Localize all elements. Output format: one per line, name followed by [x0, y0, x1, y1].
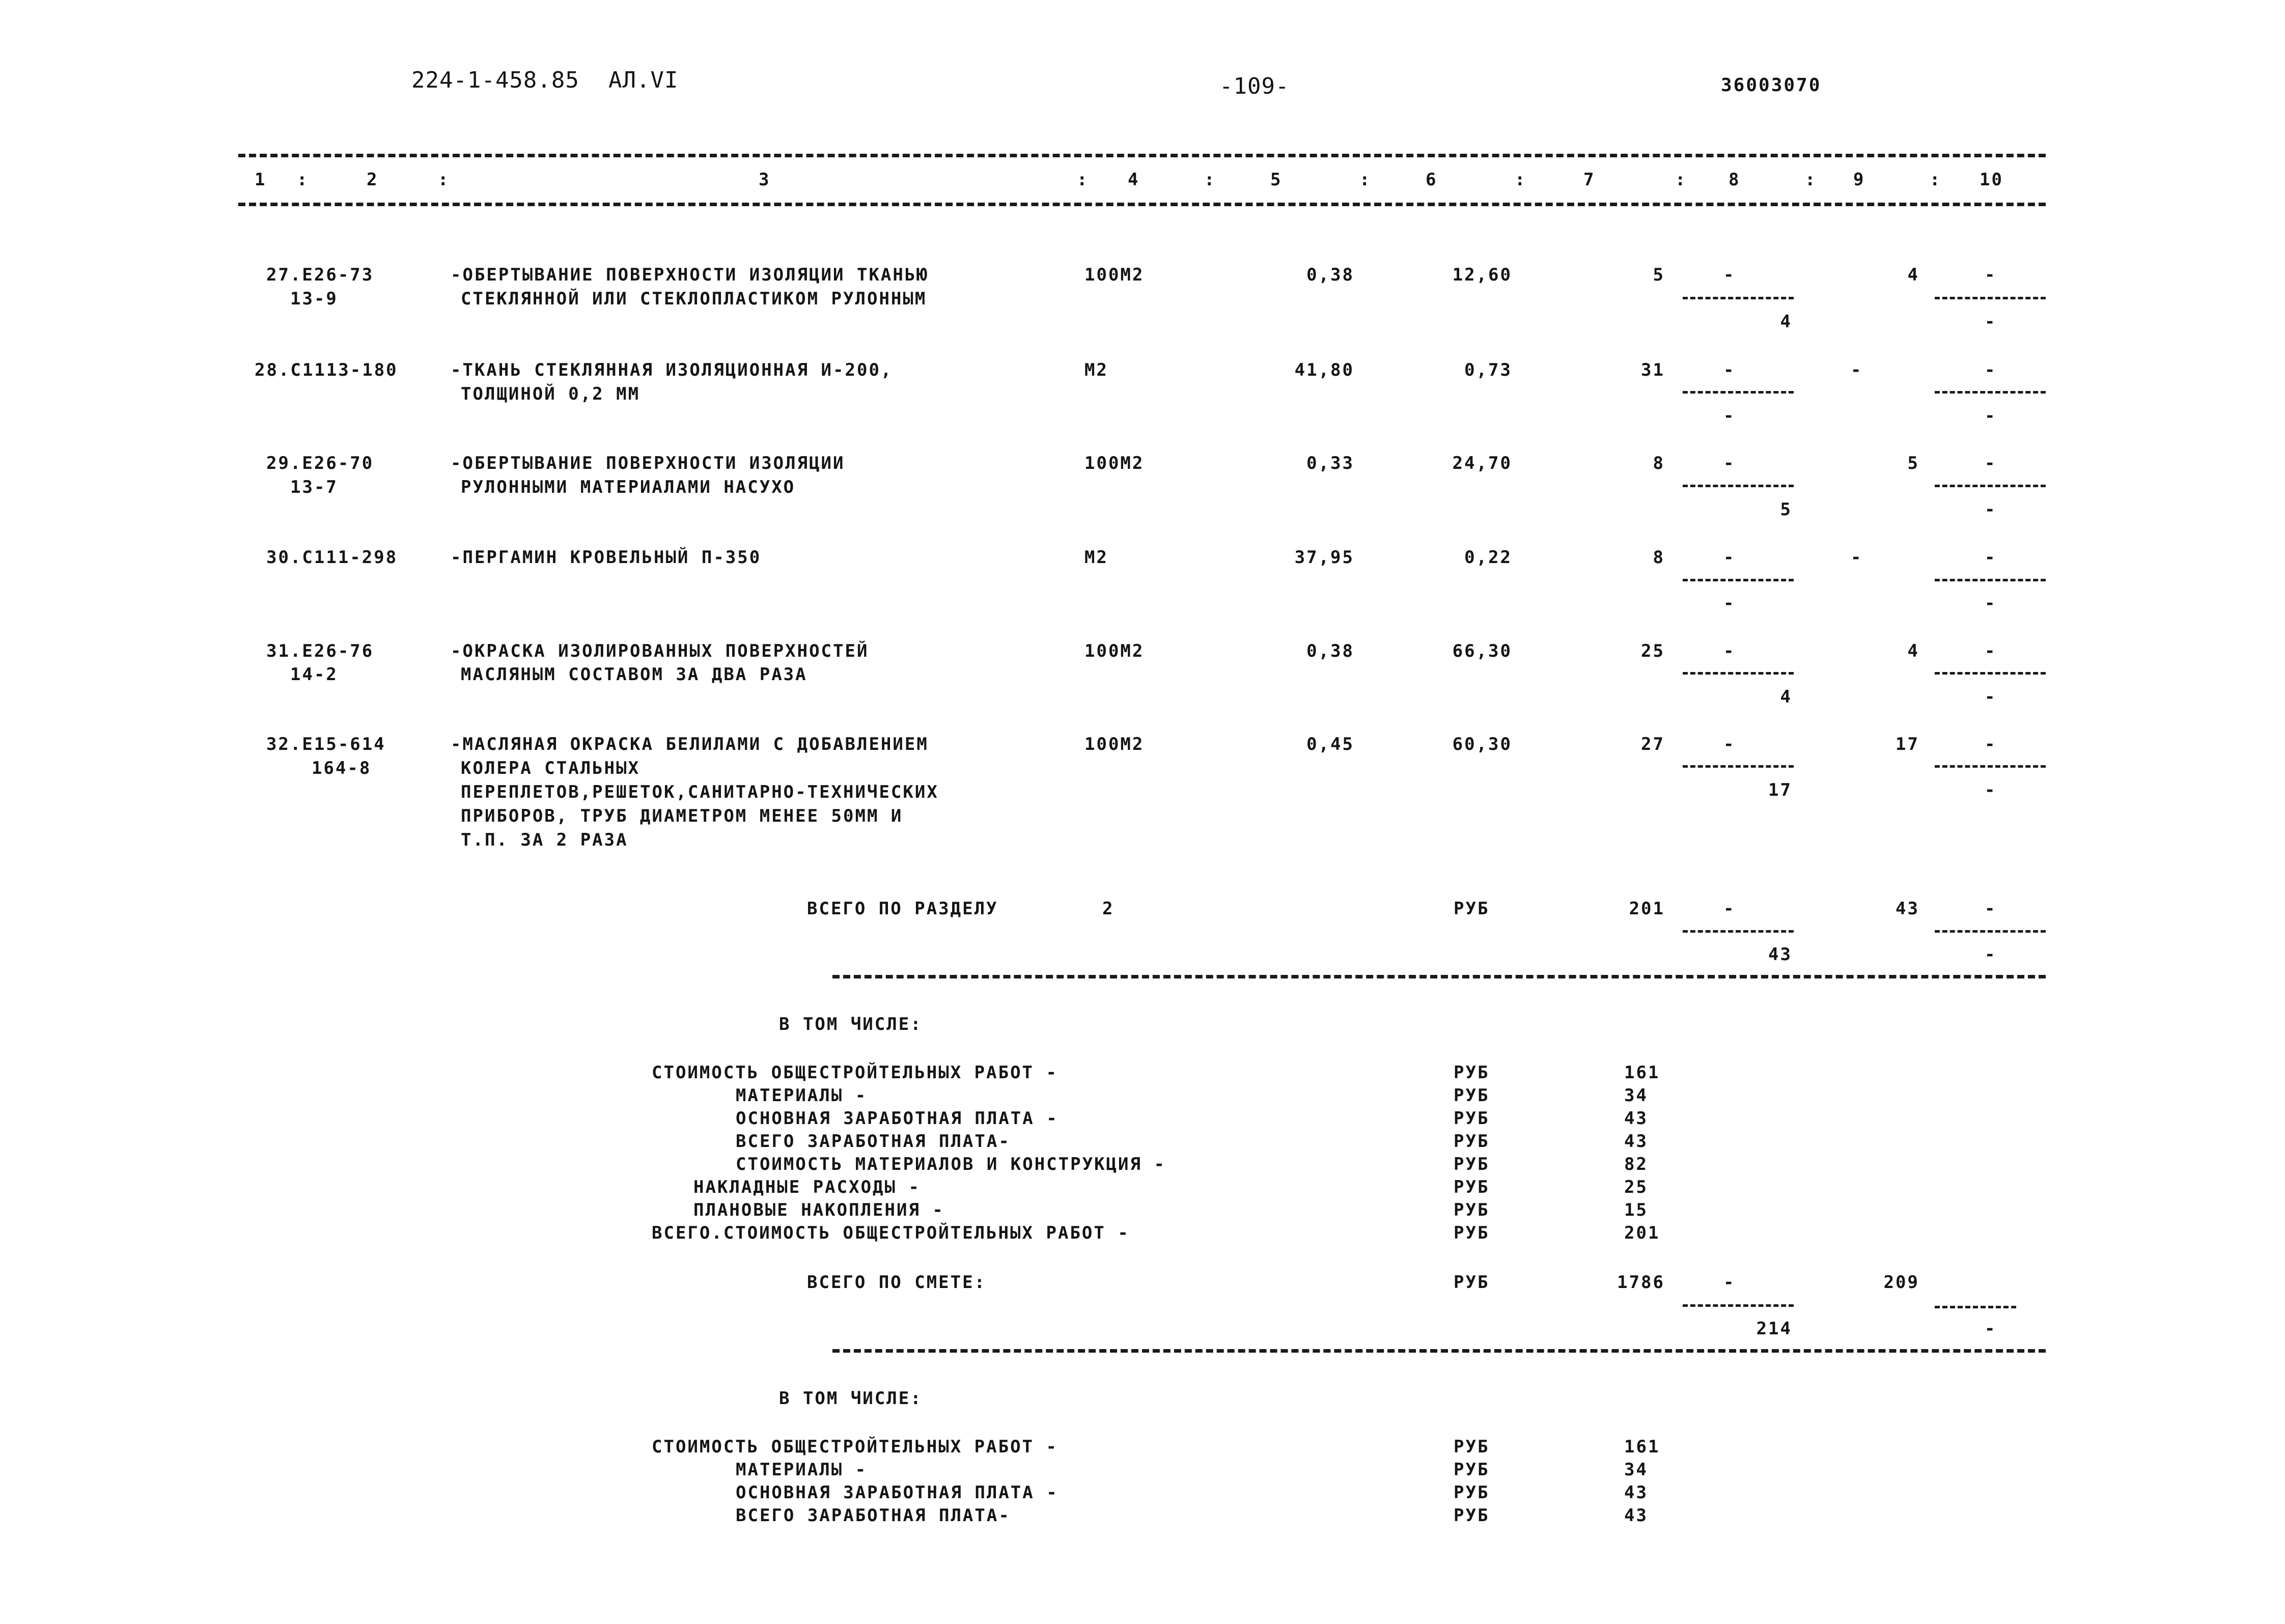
- row-description-line: ТОЛЩИНОЙ 0,2 ММ: [461, 384, 640, 404]
- breakdown-value: 34: [1624, 1460, 1648, 1480]
- row-subcode: 13-9: [290, 289, 338, 309]
- row-description-line: ПРИБОРОВ, ТРУБ ДИАМЕТРОМ МЕНЕЕ 50ММ И: [461, 806, 903, 826]
- row-col10-bottom: -: [1985, 687, 1997, 707]
- row-description-line: Т.П. ЗА 2 РАЗА: [461, 830, 628, 850]
- section-col10-top: -: [1985, 899, 1997, 919]
- row-col10-top: -: [1985, 453, 1997, 473]
- fraction-rule: [1935, 297, 2046, 299]
- row-col10-top: -: [1985, 734, 1997, 754]
- col-sep: :: [1675, 170, 1687, 190]
- section-number: 2: [1102, 899, 1114, 919]
- row-total: 8: [1653, 453, 1665, 473]
- fraction-rule: [1935, 391, 2046, 394]
- row-col10-top: -: [1985, 547, 1997, 568]
- row-code: 28.С1113-180: [255, 360, 398, 380]
- row-col9: -: [1851, 547, 1863, 568]
- fraction-rule: [1683, 930, 1794, 933]
- row-subcode: 164-8: [312, 758, 372, 778]
- breakdown-label: ОСНОВНАЯ ЗАРАБОТНАЯ ПЛАТА -: [736, 1482, 1058, 1503]
- row-col8-bottom: -: [1723, 593, 1736, 613]
- row-code: 31.Е26-76: [266, 641, 374, 661]
- row-unit-price: 12,60: [1452, 265, 1512, 285]
- breakdown-unit: РУБ: [1454, 1154, 1490, 1174]
- breakdown-label: СТОИМОСТЬ МАТЕРИАЛОВ И КОНСТРУКЦИЯ -: [736, 1154, 1166, 1174]
- estimate-col8-top: -: [1723, 1272, 1736, 1293]
- section-col8-bottom: 43: [1768, 944, 1792, 965]
- row-col10-bottom: -: [1985, 780, 1997, 800]
- col-header-7: 7: [1583, 170, 1596, 190]
- breakdown-label: СТОИМОСТЬ ОБЩЕСТРОЙТЕЛЬНЫХ РАБОТ -: [652, 1062, 1058, 1083]
- breakdown-label: ПЛАНОВЫЕ НАКОПЛЕНИЯ -: [693, 1200, 944, 1220]
- row-col10-bottom: -: [1985, 499, 1997, 520]
- section-col10-bottom: -: [1985, 944, 1997, 965]
- header-rule-top: [238, 154, 2046, 157]
- row-unit: 100М2: [1084, 453, 1145, 473]
- row-code: 32.Е15-614: [266, 734, 386, 754]
- breakdown-value: 25: [1624, 1177, 1648, 1197]
- row-col8-top: -: [1723, 265, 1736, 285]
- row-quantity: 37,95: [1294, 547, 1354, 568]
- fraction-rule: [1683, 672, 1794, 675]
- fraction-rule: [1683, 297, 1794, 299]
- estimate-total-label: ВСЕГО ПО СМЕТЕ:: [807, 1272, 987, 1293]
- breakdown-unit: РУБ: [1454, 1460, 1490, 1480]
- row-col8-bottom: 4: [1780, 687, 1792, 707]
- row-quantity: 0,33: [1306, 453, 1354, 473]
- row-quantity: 0,45: [1306, 734, 1354, 754]
- breakdown-value: 43: [1624, 1131, 1648, 1152]
- section-col9: 43: [1896, 899, 1919, 919]
- row-code: 30.С111-298: [266, 547, 398, 568]
- row-unit-price: 60,30: [1452, 734, 1512, 754]
- row-unit: М2: [1084, 547, 1108, 568]
- row-col9: -: [1851, 360, 1863, 380]
- row-col10-bottom: -: [1985, 312, 1997, 332]
- row-col9: 4: [1907, 641, 1919, 661]
- fraction-rule: [1683, 391, 1794, 394]
- row-total: 5: [1653, 265, 1665, 285]
- section-total-unit: РУБ: [1454, 899, 1490, 919]
- breakdown-unit: РУБ: [1454, 1223, 1490, 1243]
- col-header-9: 9: [1853, 170, 1865, 190]
- fraction-rule: [1935, 930, 2046, 933]
- fraction-rule: [1683, 765, 1794, 768]
- row-description-line: -МАСЛЯНАЯ ОКРАСКА БЕЛИЛАМИ С ДОБАВЛЕНИЕМ: [451, 734, 929, 754]
- fraction-rule: [1935, 579, 2046, 581]
- breakdown-value: 34: [1624, 1085, 1648, 1106]
- row-code: 29.Е26-70: [266, 453, 374, 473]
- breakdown-label: ВСЕГО ЗАРАБОТНАЯ ПЛАТА-: [736, 1131, 1011, 1152]
- row-col9: 5: [1907, 453, 1919, 473]
- breakdown-unit: РУБ: [1454, 1437, 1490, 1457]
- col-sep: :: [297, 170, 309, 190]
- breakdown-label: МАТЕРИАЛЫ -: [736, 1460, 868, 1480]
- estimate-col10-bottom: -: [1985, 1319, 1997, 1339]
- row-col8-bottom: 5: [1780, 499, 1792, 520]
- col-sep: :: [1077, 170, 1089, 190]
- row-col10-top: -: [1985, 641, 1997, 661]
- row-unit-price: 0,22: [1464, 547, 1512, 568]
- row-description-line: -ОБЕРТЫВАНИЕ ПОВЕРХНОСТИ ИЗОЛЯЦИИ ТКАНЬЮ: [451, 265, 929, 285]
- col-sep: :: [438, 170, 450, 190]
- col-sep: :: [1204, 170, 1216, 190]
- breakdown-label: ВСЕГО.СТОИМОСТЬ ОБЩЕСТРОЙТЕЛЬНЫХ РАБОТ -: [652, 1223, 1130, 1243]
- breakdown-value: 161: [1624, 1062, 1660, 1083]
- estimate-total-value: 1786: [1617, 1272, 1665, 1293]
- row-col8-top: -: [1723, 547, 1736, 568]
- col-sep: :: [1359, 170, 1372, 190]
- breakdown-unit: РУБ: [1454, 1108, 1490, 1129]
- estimate-col9: 209: [1883, 1272, 1919, 1293]
- row-col9: 4: [1907, 265, 1919, 285]
- breakdown-label: НАКЛАДНЫЕ РАСХОДЫ -: [693, 1177, 921, 1197]
- row-col10-top: -: [1985, 265, 1997, 285]
- fraction-rule: [1683, 1304, 1794, 1307]
- breakdown-value: 43: [1624, 1505, 1648, 1526]
- col-header-5: 5: [1270, 170, 1283, 190]
- doc-number: 36003070: [1721, 75, 1822, 96]
- col-header-6: 6: [1426, 170, 1438, 190]
- row-unit: М2: [1084, 360, 1108, 380]
- col-header-10: 10: [1980, 170, 2003, 190]
- estimate-col8-bottom: 214: [1756, 1319, 1792, 1339]
- row-unit: 100М2: [1084, 734, 1145, 754]
- breakdown-value: 43: [1624, 1482, 1648, 1503]
- breakdown-unit: РУБ: [1454, 1131, 1490, 1152]
- album-label: АЛ.VI: [608, 67, 679, 93]
- row-col9: 17: [1896, 734, 1919, 754]
- breakdown-label: МАТЕРИАЛЫ -: [736, 1085, 868, 1106]
- section-total-label: ВСЕГО ПО РАЗДЕЛУ: [807, 899, 998, 919]
- breakdown-unit: РУБ: [1454, 1200, 1490, 1220]
- row-col8-top: -: [1723, 453, 1736, 473]
- fraction-rule: [1935, 485, 2046, 487]
- row-description-line: КОЛЕРА СТАЛЬНЫХ: [461, 758, 640, 778]
- col-header-2: 2: [367, 170, 379, 190]
- col-sep: :: [1515, 170, 1527, 190]
- breakdown-value: 201: [1624, 1223, 1660, 1243]
- header-rule-bottom: [238, 203, 2046, 206]
- row-col8-bottom: 4: [1780, 312, 1792, 332]
- row-total: 31: [1641, 360, 1665, 380]
- row-col8-bottom: -: [1723, 406, 1736, 426]
- breakdown-value: 161: [1624, 1437, 1660, 1457]
- fraction-rule: [1935, 1306, 2016, 1308]
- breakdown-label: ВСЕГО ЗАРАБОТНАЯ ПЛАТА-: [736, 1505, 1011, 1526]
- row-description-line: РУЛОННЫМИ МАТЕРИАЛАМИ НАСУХО: [461, 477, 796, 497]
- row-quantity: 41,80: [1294, 360, 1354, 380]
- row-total: 27: [1641, 734, 1665, 754]
- breakdown-unit: РУБ: [1454, 1085, 1490, 1106]
- row-subcode: 14-2: [290, 664, 338, 685]
- row-total: 25: [1641, 641, 1665, 661]
- breakdown-unit: РУБ: [1454, 1505, 1490, 1526]
- row-col8-top: -: [1723, 360, 1736, 380]
- row-quantity: 0,38: [1306, 641, 1354, 661]
- breakdown-unit: РУБ: [1454, 1062, 1490, 1083]
- fraction-rule: [1935, 765, 2046, 768]
- row-description-line: СТЕКЛЯННОЙ ИЛИ СТЕКЛОПЛАСТИКОМ РУЛОННЫМ: [461, 289, 927, 309]
- row-unit-price: 0,73: [1464, 360, 1512, 380]
- row-total: 8: [1653, 547, 1665, 568]
- col-header-1: 1: [255, 170, 267, 190]
- page-number: -109-: [1219, 73, 1290, 99]
- row-unit: 100М2: [1084, 641, 1145, 661]
- row-unit: 100М2: [1084, 265, 1145, 285]
- fraction-rule: [1683, 485, 1794, 487]
- breakdown-value: 15: [1624, 1200, 1648, 1220]
- section-divider: [832, 975, 2046, 978]
- breakdown-unit: РУБ: [1454, 1177, 1490, 1197]
- breakdown-heading: В ТОМ ЧИСЛЕ:: [779, 1388, 923, 1409]
- row-code: 27.Е26-73: [266, 265, 374, 285]
- breakdown-heading: В ТОМ ЧИСЛЕ:: [779, 1014, 923, 1034]
- col-header-3: 3: [759, 170, 771, 190]
- col-header-8: 8: [1729, 170, 1741, 190]
- doc-code: 224-1-458.85: [411, 67, 579, 93]
- row-description-line: -ПЕРГАМИН КРОВЕЛЬНЫЙ П-350: [451, 547, 762, 568]
- section-total-value: 201: [1629, 899, 1665, 919]
- row-col10-bottom: -: [1985, 406, 1997, 426]
- row-description-line: МАСЛЯНЫМ СОСТАВОМ ЗА ДВА РАЗА: [461, 664, 807, 685]
- col-sep: :: [1805, 170, 1817, 190]
- row-quantity: 0,38: [1306, 265, 1354, 285]
- row-description-line: -ТКАНЬ СТЕКЛЯННАЯ ИЗОЛЯЦИОННАЯ И-200,: [451, 360, 893, 380]
- estimate-total-unit: РУБ: [1454, 1272, 1490, 1293]
- breakdown-unit: РУБ: [1454, 1482, 1490, 1503]
- col-sep: :: [1930, 170, 1942, 190]
- row-col10-top: -: [1985, 360, 1997, 380]
- row-description-line: -ОКРАСКА ИЗОЛИРОВАННЫХ ПОВЕРХНОСТЕЙ: [451, 641, 869, 661]
- estimate-divider: [832, 1349, 2046, 1353]
- row-col8-top: -: [1723, 641, 1736, 661]
- section-col8-top: -: [1723, 899, 1736, 919]
- breakdown-label: СТОИМОСТЬ ОБЩЕСТРОЙТЕЛЬНЫХ РАБОТ -: [652, 1437, 1058, 1457]
- row-unit-price: 66,30: [1452, 641, 1512, 661]
- row-col10-bottom: -: [1985, 593, 1997, 613]
- row-col8-bottom: 17: [1768, 780, 1792, 800]
- breakdown-value: 43: [1624, 1108, 1648, 1129]
- breakdown-value: 82: [1624, 1154, 1648, 1174]
- row-col8-top: -: [1723, 734, 1736, 754]
- row-subcode: 13-7: [290, 477, 338, 497]
- row-unit-price: 24,70: [1452, 453, 1512, 473]
- fraction-rule: [1683, 579, 1794, 581]
- row-description-line: -ОБЕРТЫВАНИЕ ПОВЕРХНОСТИ ИЗОЛЯЦИИ: [451, 453, 845, 473]
- breakdown-label: ОСНОВНАЯ ЗАРАБОТНАЯ ПЛАТА -: [736, 1108, 1058, 1129]
- fraction-rule: [1935, 672, 2046, 675]
- col-header-4: 4: [1128, 170, 1140, 190]
- row-description-line: ПЕРЕПЛЕТОВ,РЕШЕТОК,САНИТАРНО-ТЕХНИЧЕСКИХ: [461, 782, 939, 802]
